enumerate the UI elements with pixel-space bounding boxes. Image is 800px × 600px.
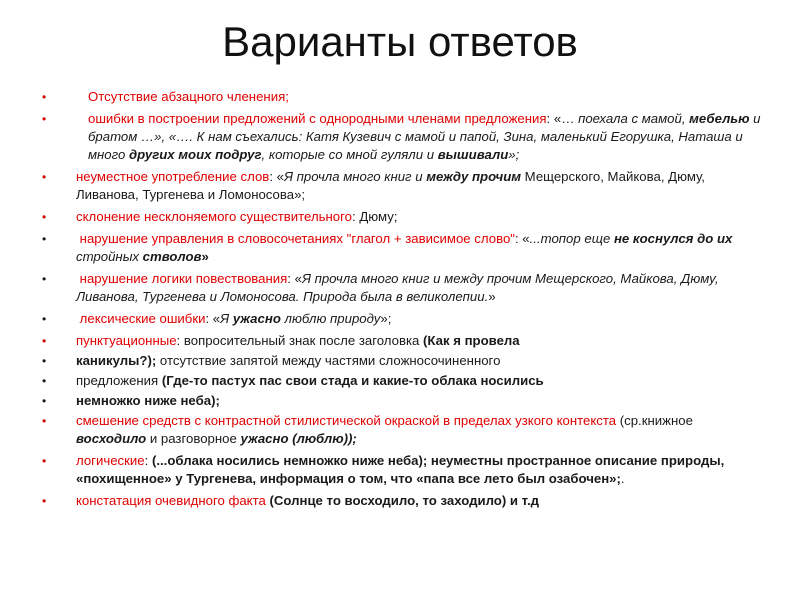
bullet-icon: •: [42, 354, 47, 368]
item-label: констатация очевидного факта: [76, 493, 266, 508]
bullet-icon: •: [42, 394, 47, 408]
list-item: [34, 168, 764, 204]
quote-part: и братом …», «…. К нам съехались: Катя Кузевич с мамой и папой, Зина, маленький Егорушка, Наташа и много: [88, 111, 761, 162]
quote-emphasis: (...облака носились немножко ниже неба); неуместны пространное описание природы, «похищенное» у Тургенева, информация о том, что «папа все лето был озабочен»;: [76, 453, 725, 486]
item-label: логические: [76, 453, 145, 468]
bullet-icon: •: [42, 454, 47, 468]
bullet-icon: •: [42, 374, 47, 388]
list-item: [34, 392, 764, 410]
item-label: Отсутствие абзацного членения;: [88, 89, 289, 104]
quote-part: Я прочла много книг и: [284, 169, 427, 184]
item-label: склонение несклоняемого существительного: [76, 209, 352, 224]
quote-emphasis: (Где-то пастух пас свои стада и какие-то облака носились: [161, 373, 544, 388]
item-separator: :: [144, 453, 152, 468]
item-label: нарушение управления в словосочетаниях "глагол + зависимое слово": [79, 231, 515, 246]
item-separator: : «: [514, 231, 530, 246]
answer-list: [34, 88, 764, 514]
item-label: смешение средств с контрастной стилистической окраской в пределах узкого контекста: [76, 413, 617, 428]
quote-emphasis: немножко ниже неба);: [76, 393, 220, 408]
quote-part: предложения: [76, 373, 162, 388]
item-separator: : «: [287, 271, 302, 286]
quote-emphasis: других моих подруг: [129, 147, 262, 162]
quote-emphasis: стволов: [142, 249, 202, 264]
list-item: [34, 310, 764, 328]
quote-part: отсутствие запятой между частями сложносочиненного: [156, 353, 501, 368]
quote-part: »: [488, 289, 496, 304]
quote-emphasis: (Как я провела: [423, 333, 520, 348]
bullet-icon: •: [42, 272, 47, 286]
bullet-icon: •: [42, 312, 47, 326]
bullet-icon: •: [42, 494, 47, 508]
bullet-icon: •: [42, 210, 47, 224]
list-item: [34, 332, 764, 350]
item-separator: : вопросительный знак после заголовка: [176, 333, 424, 348]
quote-part: »;: [380, 311, 392, 326]
quote-part: люблю природу: [280, 311, 381, 326]
list-item: [34, 230, 764, 266]
quote-emphasis: между прочим: [426, 169, 522, 184]
bullet-icon: •: [42, 334, 47, 348]
quote-part: Я: [220, 311, 233, 326]
item-label: нарушение логики повествования: [79, 271, 288, 286]
list-item: [34, 110, 764, 164]
quote-part: .: [620, 471, 625, 486]
bullet-icon: •: [42, 112, 47, 126]
quote-emphasis: ужасно (люблю));: [240, 431, 357, 446]
quote-emphasis: вышивали: [437, 147, 509, 162]
quote-part: , которые со мной гуляли и: [261, 147, 438, 162]
bullet-icon: •: [42, 232, 47, 246]
list-item: [34, 88, 764, 106]
quote-part: »: [201, 249, 209, 264]
quote-emphasis: восходило: [76, 431, 147, 446]
item-label: лексические ошибки: [79, 311, 206, 326]
list-item: [34, 270, 764, 306]
quote-part: стройных: [76, 249, 143, 264]
item-separator: : «: [269, 169, 284, 184]
item-label: неуместное употребление слов: [76, 169, 270, 184]
item-separator: : «: [205, 311, 221, 326]
list-item: [34, 372, 764, 390]
quote-emphasis: не коснулся до их: [613, 231, 733, 246]
quote-part: »;: [508, 147, 520, 162]
quote-part: Я прочла много книг и между прочим Мещерского, Майкова, Дюму, Ливанова, Тургенева и Ломоносова. Природа была в великолепии.: [76, 271, 719, 304]
item-separator: : Дюму;: [352, 209, 398, 224]
bullet-icon: •: [42, 170, 47, 184]
item-label: пунктуационные: [76, 333, 177, 348]
bullet-icon: •: [42, 90, 47, 104]
quote-part: »;: [294, 187, 306, 202]
item-separator: : «…: [546, 111, 575, 126]
quote-part: ...топор еще: [529, 231, 614, 246]
list-item: [34, 492, 764, 510]
list-item: [34, 352, 764, 370]
slide-title: Варианты ответов: [222, 18, 578, 65]
quote-part: поехала с мамой,: [578, 111, 690, 126]
bullet-icon: •: [42, 414, 47, 428]
list-item: [34, 452, 764, 488]
list-item: [34, 412, 764, 448]
quote-emphasis: (Солнце то восходило, то заходило) и т.д: [269, 493, 539, 508]
quote-emphasis: каникулы?);: [76, 353, 157, 368]
item-separator: (ср.книжное: [616, 413, 693, 428]
quote-part: Мещерского, Майкова, Дюму, Ливанова, Тургенева и Ломоносова: [76, 169, 705, 202]
list-item: [34, 208, 764, 226]
quote-part: и разговорное: [146, 431, 241, 446]
quote-emphasis: мебелью: [689, 111, 750, 126]
quote-emphasis: ужасно: [232, 311, 281, 326]
item-label: ошибки в построении предложений с однородными членами предложения: [88, 111, 547, 126]
